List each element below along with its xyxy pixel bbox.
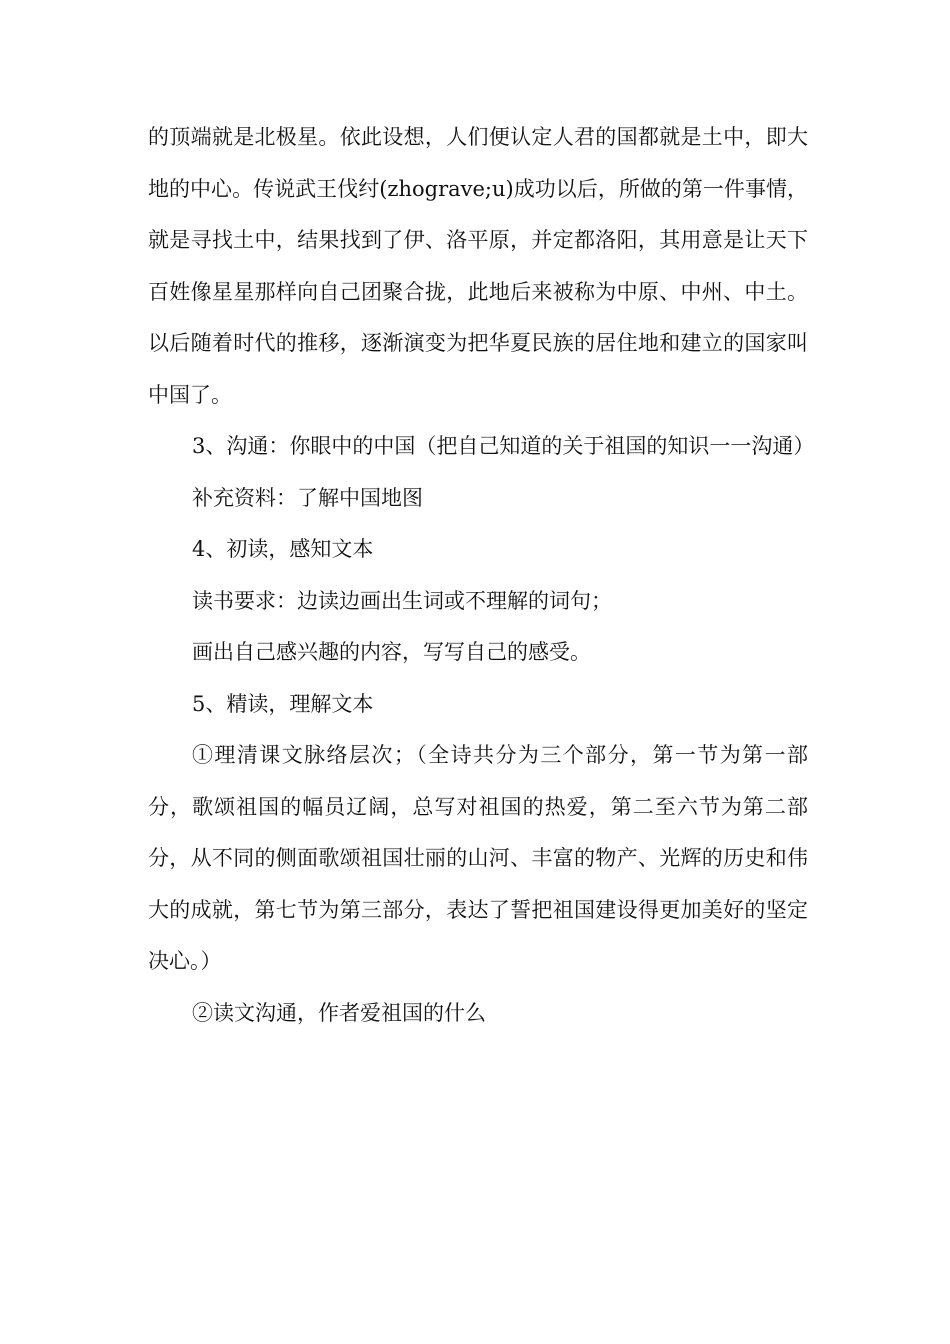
document-body <box>148 112 815 1039</box>
paragraph-step-4-first-reading: 4、初读，感知文本 <box>192 537 374 561</box>
paragraph-mark-interests: 画出自己感兴趣的内容，写写自己的感受。 <box>192 640 591 664</box>
paragraph-step-5-close-reading: 5、精读，理解文本 <box>192 691 374 716</box>
paragraph-structure-analysis: ①理清课文脉络层次；（全诗共分为三个部分，第一节为第一部分，歌颂祖国的幅员辽阔，总写对祖国的热爱，第二至六节为第二部分，从不同的侧面歌颂祖国壮丽的山河、丰富的物产、光辉的历史和伟大的成就，第七节为第三部分，表达了誓把祖国建设得更加美好的坚定决心。） <box>148 743 808 973</box>
paragraph-discussion-question: ②读文沟通，作者爱祖国的什么 <box>192 1000 486 1025</box>
paragraph-supplementary-material: 补充资料：了解中国地图 <box>192 485 423 510</box>
paragraph-reading-requirements: 读书要求：边读边画出生词或不理解的词句； <box>192 588 612 613</box>
paragraph-origin-of-china: 的顶端就是北极星。依此设想，人们便认定人君的国都就是土中，即大地的中心。传说武王伐纣(zhograve;u)成功以后，所做的第一件事情，就是寻找土中，结果找到了伊、洛平原，并定都洛阳，其用意是让天下百姓像星星那样向自己团聚合拢，此地后来被称为中原、中州、中土。以后随着时代的推移，逐渐演变为把华夏民族的居住地和建立的国家叫中国了。 <box>148 125 808 407</box>
paragraph-step-3-discussion: 3、沟通：你眼中的中国（把自己知道的关于祖国的知识一一沟通） <box>192 434 815 458</box>
